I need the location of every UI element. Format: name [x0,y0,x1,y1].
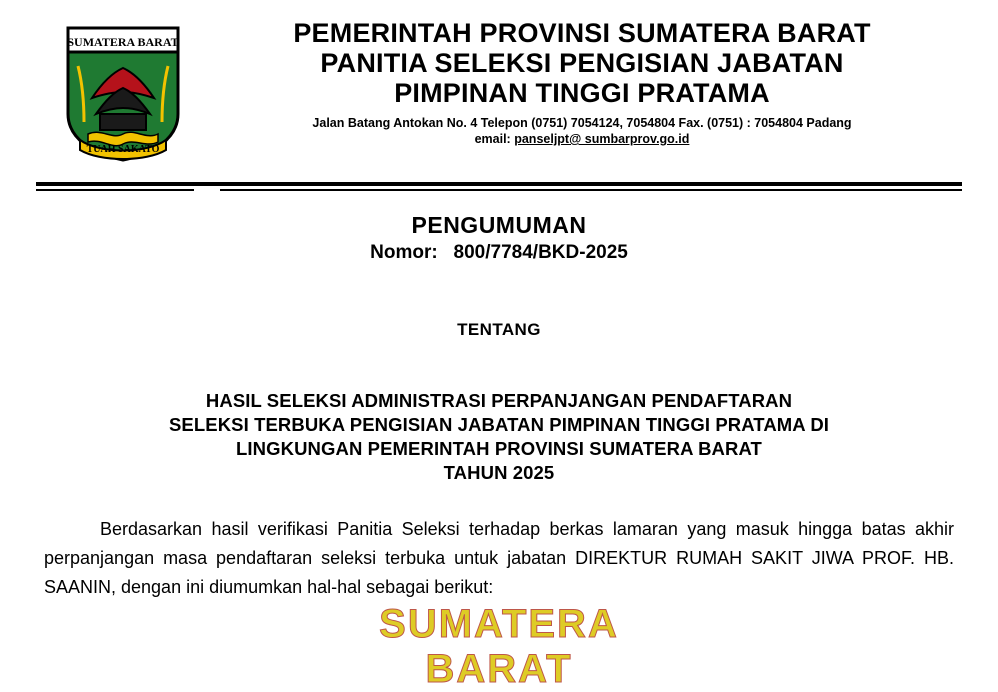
number-label: Nomor: [370,242,438,263]
provincial-crest-icon [62,22,184,162]
svg-text:TUAH SAKATO: TUAH SAKATO [86,144,160,155]
email-label: email: [474,132,511,146]
number-value: 800/7784/BKD-2025 [453,242,628,263]
subject-line-1: HASIL SELEKSI ADMINISTRASI PERPANJANGAN PENDAFTARAN [205,390,793,411]
institution-line-1: PEMERINTAH PROVINSI SUMATERA BARAT [293,18,871,48]
letterhead [0,0,998,178]
document-body [0,212,998,602]
body-paragraph: Berdasarkan hasil verifikasi Panitia Seleksi terhadap berkas lamaran yang masuk hingga batas akhir perpanjangan masa pendaftaran seleksi terbuka untuk jabatan DIREKTUR RUMAH SAKIT JIWA PROF. HB. SAANIN, dengan ini diumumkan hal-hal sebagai berikut: [44,519,954,597]
subject-line-3: LINGKUNGAN PEMERINTAH PROVINSI SUMATERA BARAT [236,438,762,459]
svg-text:SUMATERA BARAT: SUMATERA BARAT [67,35,179,49]
announcement-heading: PENGUMUMAN [411,212,587,238]
subject-year: TAHUN 2025 [443,462,555,483]
divider-notch [194,188,220,192]
announcement-number [44,241,954,265]
header-divider [36,182,962,191]
title-block [44,212,954,485]
letterhead-text [196,18,968,147]
divider-thin-line [36,189,962,191]
institution-line-3: PIMPINAN TINGGI PRATAMA [394,78,770,108]
email-link[interactable]: panseljpt@ sumbarprov.go.id [514,132,690,146]
subject-line-2: SELEKSI TERBUKA PENGISIAN JABATAN PIMPINAN TINGGI PRATAMA DI [168,414,830,435]
address-line: Jalan Batang Antokan No. 4 Telepon (0751) 7054124, 7054804 Fax. (0751) : 7054804 Padang [312,116,852,130]
watermark-text: SUMATERA BARAT [379,602,619,691]
about-label: TENTANG [457,320,541,339]
subject-block [44,389,954,485]
email-line [196,131,968,147]
institution-line-2: PANITIA SELEKSI PENGISIAN JABATAN [320,48,844,78]
divider-thick-line [36,182,962,186]
